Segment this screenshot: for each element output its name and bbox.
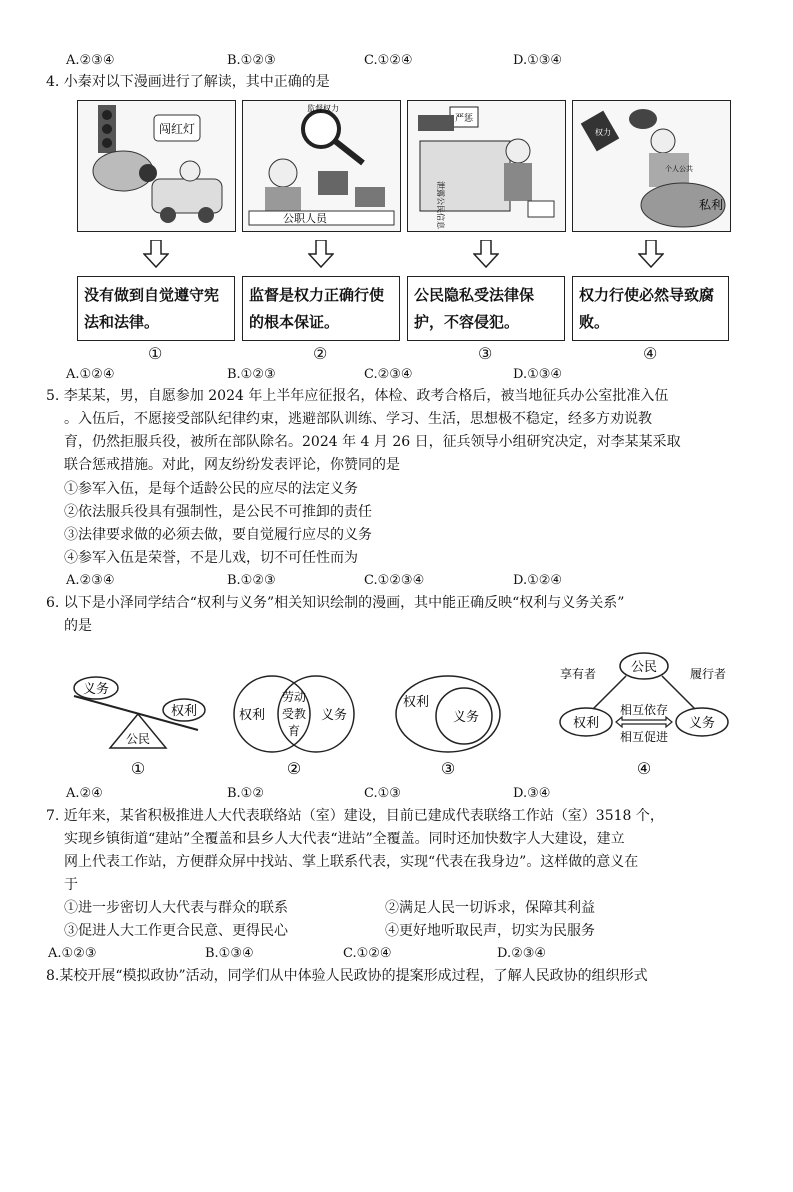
privacy-cartoon (408, 101, 565, 231)
down-arrow-icon (143, 240, 169, 268)
q7-stem-line-2: 实现乡镇街道“建站”全覆盖和县乡人大代表“进站”全覆盖。同时还加快数字人大建设，建立 (64, 831, 625, 847)
q5-stem-line-2: 。入伍后，不愿接受部队纪律约束，逃避部队训练、学习、生活，思想极不稳定，经多方劝说教 (64, 411, 652, 427)
q4-option-d: D.①③④ (513, 367, 563, 382)
q7-item-1: ①进一步密切人大代表与群众的联系 (64, 900, 288, 916)
relation-promote-label: 相互促进 (619, 730, 669, 744)
q4-num-3: ③ (478, 344, 493, 363)
q7-stem-line-1: 7. 近年来，某省积极推进人大代表联络站（室）建设，目前已建成代表联络工作站（室）3518 个， (46, 808, 664, 824)
down-arrow-icon (473, 240, 499, 268)
red-light-label: 闯红灯 (158, 122, 196, 136)
q4-stem: 4. 小秦对以下漫画进行了解读，其中正确的是 (46, 74, 330, 90)
venn-overlap-3: 育 (287, 724, 301, 738)
q6-figure-1-seesaw (66, 668, 206, 778)
q7-stem-line-3: 网上代表工作站，方便群众屏中找站、掌上联系代表，实现“代表在我身边”。这样做的意义在 (64, 854, 639, 870)
punish-hammer-label: 严惩 (454, 114, 474, 124)
red-light-camera-cartoon (78, 101, 235, 231)
q4-interpretation-box-4: 权力行使必然导致腐败。 (572, 276, 729, 341)
q4-interpretation-box-3: 公民隐私受法律保护，不容侵犯。 (407, 276, 565, 341)
q3-option-b: B.①②③ (227, 53, 276, 68)
q5-stem-line-1: 5. 李某某，男，自愿参加 2024 年上半年应征报名，体检、政考合格后，被当地征兵办公室批准入伍 (46, 388, 669, 404)
venn-overlap-1: 劳动 (281, 690, 307, 704)
relation-performer-label: 履行者 (689, 667, 727, 681)
q8-stem-line-1: 8.某校开展“模拟政协”活动，同学们从中体验人民政协的提案形成过程，了解人民政协的组织形式 (46, 968, 648, 984)
q6-stem-line-2: 的是 (64, 618, 92, 634)
supervision-cartoon (243, 101, 400, 231)
leak-info-label: 泄露公民信息 (436, 181, 445, 229)
q7-option-c: C.①②④ (343, 946, 392, 961)
supervision-label: 监督权力 (307, 104, 339, 113)
q5-item-1: ①参军入伍，是每个适龄公民的应尽的法定义务 (64, 481, 358, 497)
q5-option-b: B.①②③ (227, 573, 276, 588)
q7-stem-line-4: 于 (64, 877, 78, 893)
q5-stem-line-4: 联合惩戒措施。对此，网友纷纷发表评论，你赞同的是 (64, 457, 400, 473)
q4-num-4: ④ (643, 344, 658, 363)
relation-obligation-label: 义务 (688, 716, 716, 731)
public-private-chest-label: 个人公共 (665, 165, 693, 173)
q7-item-2: ②满足人民一切诉求，保障其利益 (385, 900, 595, 916)
relation-holder-label: 享有者 (559, 667, 597, 681)
q5-option-a: A.②③④ (66, 573, 115, 588)
seesaw-citizen-label: 公民 (125, 732, 151, 746)
power-gavel-label: 权力 (595, 128, 611, 137)
q3-option-a: A.②③④ (66, 53, 115, 68)
q5-item-3: ③法律要求做的必须去做，要自觉履行应尽的义务 (64, 527, 372, 543)
venn-overlap-2: 受教 (281, 707, 307, 721)
q6-fig-num-4: ④ (636, 759, 652, 778)
q6-figure-2-venn (230, 668, 360, 780)
q4-interpretation-box-1: 没有做到自觉遵守宪法和法律。 (77, 276, 235, 341)
q6-option-b: B.①② (227, 786, 264, 801)
q3-option-d: D.①③④ (513, 53, 563, 68)
q4-num-2: ② (313, 344, 328, 363)
venn-obligation-label: 义务 (320, 708, 348, 723)
q4-cartoon-3 (407, 100, 566, 232)
relation-interdependent-label: 相互依存 (619, 703, 669, 717)
q6-option-d: D.③④ (513, 786, 551, 801)
q4-option-a: A.①②④ (66, 367, 115, 382)
seesaw-obligation-label: 义务 (82, 682, 110, 697)
q3-option-c: C.①②④ (364, 53, 413, 68)
q4-option-c: C.②③④ (364, 367, 413, 382)
q5-stem-line-3: 育，仍然拒服兵役，被所在部队除名。2024 年 4 月 26 日，征兵领导小组研究决定，对李某某采取 (64, 434, 681, 450)
q6-fig-num-3: ③ (440, 759, 456, 778)
q5-option-c: C.①②③④ (364, 573, 425, 588)
q6-stem-line-1: 6. 以下是小泽同学结合“权利与义务”相关知识绘制的漫画，其中能正确反映“权利与义务关系” (46, 595, 625, 611)
self-interest-bag-label: 私利 (699, 198, 724, 212)
down-arrow-icon (308, 240, 334, 268)
double-arrow-icon (616, 717, 672, 727)
venn-right-label: 权利 (238, 708, 266, 723)
q4-interpretation-box-2: 监督是权力正确行使的根本保证。 (242, 276, 400, 341)
down-arrow-icon (638, 240, 664, 268)
civil-servant-badge: 公职人员 (283, 212, 327, 225)
q6-fig-num-1: ① (130, 759, 146, 778)
q7-option-a: A.①②③ (48, 946, 97, 961)
q4-cartoon-1 (77, 100, 236, 232)
q4-option-b: B.①②③ (227, 367, 276, 382)
q6-fig-num-2: ② (286, 759, 302, 778)
q7-option-d: D.②③④ (497, 946, 547, 961)
q4-cartoon-4 (572, 100, 731, 232)
q6-option-c: C.①③ (364, 786, 401, 801)
q7-option-b: B.①③④ (205, 946, 254, 961)
seesaw-right-label: 权利 (170, 704, 198, 719)
q6-figure-4-relation (552, 644, 742, 780)
q7-item-4: ④更好地听取民声，切实为民服务 (385, 923, 595, 939)
relation-right-label: 权利 (572, 716, 600, 731)
q6-figure-3-nested (390, 668, 510, 780)
nested-inner-label: 义务 (452, 710, 480, 725)
corruption-cartoon (573, 101, 730, 231)
q4-cartoon-2 (242, 100, 401, 232)
q7-item-3: ③促进人大工作更合民意、更得民心 (64, 923, 288, 939)
q5-item-2: ②依法服兵役具有强制性，是公民不可推卸的责任 (64, 504, 372, 520)
relation-citizen-label: 公民 (630, 660, 658, 675)
nested-outer-label: 权利 (402, 695, 430, 710)
q4-num-1: ① (148, 344, 163, 363)
q6-option-a: A.②④ (66, 786, 103, 801)
q5-item-4: ④参军入伍是荣誉，不是儿戏，切不可任性而为 (64, 550, 358, 566)
q5-option-d: D.①②④ (513, 573, 563, 588)
